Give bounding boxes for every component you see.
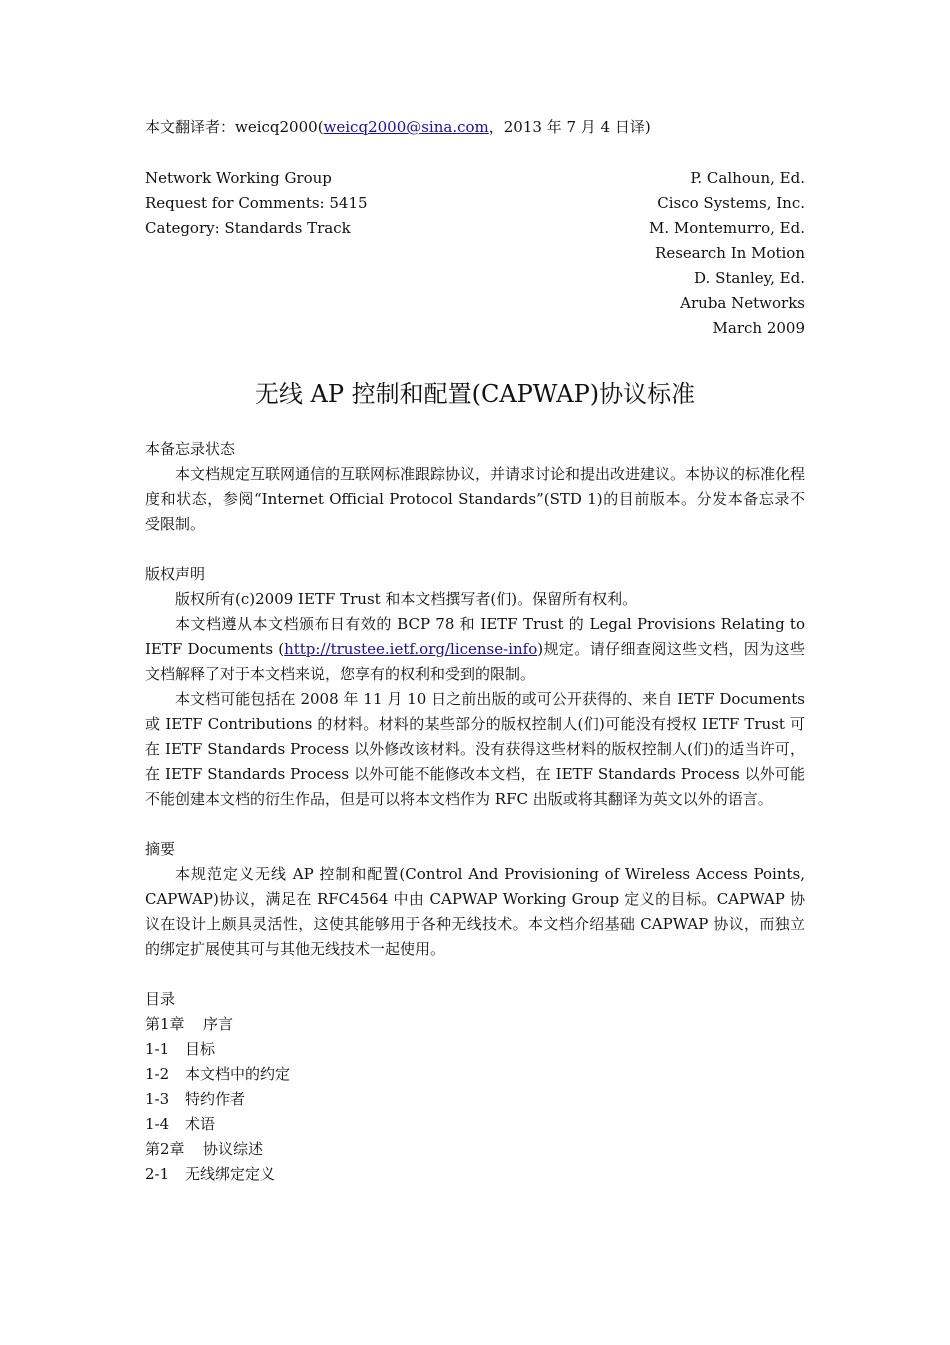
toc-number: 1-1	[145, 1040, 170, 1058]
toc-number: 1-3	[145, 1090, 170, 1108]
translator-email-link[interactable]: weicq2000@sina.com	[323, 118, 489, 136]
toc-item[interactable]	[145, 1087, 805, 1112]
abstract-heading: 摘要	[145, 840, 176, 858]
toc-list	[145, 1012, 805, 1187]
status-heading: 本备忘录状态	[145, 440, 236, 458]
toc-label: 术语	[185, 1115, 216, 1133]
translator-suffix: ，2013 年 7 月 4 日译)	[488, 118, 651, 136]
toc-item[interactable]	[145, 1012, 805, 1037]
document-title: 无线 AP 控制和配置(CAPWAP)协议标准	[254, 380, 696, 408]
rfc-header-right	[649, 166, 805, 341]
copyright-paragraph-3: 本文档可能包括在 2008 年 11 月 10 日之前出版的或可公开获得的、来自 IETF Documents 或 IETF Contributions 的材料。材料的某些部分的版权控制人(们)可能没有授权 IETF Trust 可在 IETF Standards Process 以外修改该材料。没有获得这些材料的版权控制人(们)的适当许可，在 IETF Standards Process 以外可能不能修改本文档，在 IETF Standards Process 以外可能不能创建本文档的衍生作品，但是可以将本文档作为 RFC 出版或将其翻译为英文以外的语言。	[145, 690, 805, 808]
toc-heading: 目录	[145, 990, 176, 1008]
toc-label: 无线绑定定义	[185, 1165, 276, 1183]
header-left-line: Network Working Group	[145, 169, 332, 187]
toc-number: 1-4	[145, 1115, 170, 1133]
toc-item[interactable]	[145, 1162, 805, 1187]
header-right-line: Research In Motion	[655, 244, 805, 262]
status-paragraph: 本文档规定互联网通信的互联网标准跟踪协议，并请求讨论和提出改进建议。本协议的标准化程度和状态，参阅“Internet Official Protocol Standards”(STD 1)的目前版本。分发本备忘录不受限制。	[145, 465, 806, 533]
copyright-heading: 版权声明	[145, 565, 206, 583]
document-content	[145, 116, 805, 1187]
header-left-line: Category: Standards Track	[145, 219, 351, 237]
abstract-paragraph: 本规范定义无线 AP 控制和配置(Control And Provisioning of Wireless Access Points, CAPWAP)协议，满足在 RFC4564 中由 CAPWAP Working Group 定义的目标。CAPWAP 协议在设计上颇具灵活性，这使其能够用于各种无线技术。本文档介绍基础 CAPWAP 协议，而独立的绑定扩展使其可与其他无线技术一起使用。	[145, 865, 805, 958]
toc-label: 特约作者	[185, 1090, 246, 1108]
toc-number: 第1章	[145, 1015, 185, 1033]
copyright-paragraph-2	[145, 612, 805, 687]
toc-label: 协议综述	[203, 1140, 264, 1158]
header-right-line: M. Montemurro, Ed.	[649, 219, 805, 237]
toc-number: 1-2	[145, 1065, 170, 1083]
header-right-line: Aruba Networks	[680, 294, 805, 312]
copyright-paragraph-1: 版权所有(c)2009 IETF Trust 和本文档撰写者(们)。保留所有权利。	[175, 590, 638, 608]
toc-item[interactable]	[145, 1062, 805, 1087]
toc-label: 本文档中的约定	[185, 1065, 291, 1083]
header-right-line: Cisco Systems, Inc.	[657, 194, 805, 212]
license-info-link[interactable]: http://trustee.ietf.org/license-info	[284, 640, 538, 658]
toc-item[interactable]	[145, 1037, 805, 1062]
translator-line	[145, 116, 805, 138]
copyright-p2-before: 本文档遵从本文档颁布日有效的 BCP 78 和 IETF Trust 的 Legal Provisions Relating to IETF Documents (	[145, 615, 805, 658]
rfc-header	[145, 166, 805, 341]
header-left-line: Request for Comments: 5415	[145, 194, 368, 212]
toc-item[interactable]	[145, 1112, 805, 1137]
header-right-line: D. Stanley, Ed.	[694, 269, 805, 287]
toc-number: 2-1	[145, 1165, 170, 1183]
toc-label: 目标	[185, 1040, 216, 1058]
header-right-line: March 2009	[712, 319, 805, 337]
toc-number: 第2章	[145, 1140, 185, 1158]
toc-label: 序言	[203, 1015, 234, 1033]
toc-item[interactable]	[145, 1137, 805, 1162]
header-right-line: P. Calhoun, Ed.	[690, 169, 805, 187]
rfc-header-left	[145, 166, 368, 341]
translator-prefix: 本文翻译者：weicq2000(	[145, 118, 324, 136]
copyright-p2-after: )规定。请仔细查阅这些文档，因为这些文档解释了对于本文档来说，您享有的权利和受到的限制。	[145, 640, 805, 683]
